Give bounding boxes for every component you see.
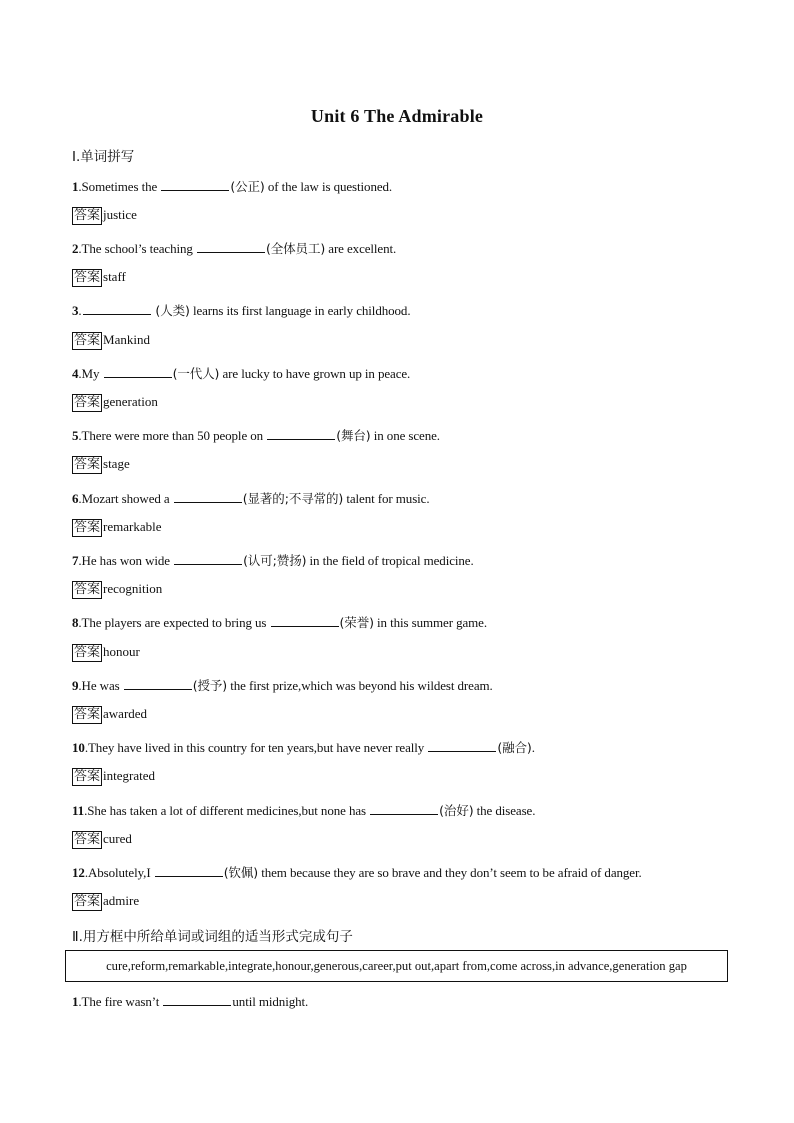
- answer-badge: 答案: [74, 395, 101, 410]
- chinese-hint: (授予): [192, 678, 228, 693]
- answer-text: cured: [103, 831, 132, 846]
- answer-blank: [271, 614, 339, 627]
- question-number: 7: [72, 553, 79, 568]
- answer-badge: 答案: [74, 520, 101, 535]
- question-text: until midnight.: [232, 994, 309, 1009]
- answer-text: generation: [103, 394, 158, 409]
- question-text: learns its first language in early childhood.: [189, 303, 411, 318]
- answer-text: remarkable: [103, 519, 162, 534]
- answer-text: integrated: [103, 768, 155, 783]
- question-number: 1: [72, 179, 79, 194]
- question-text: them because they are so brave and they don’t seem to be afraid of danger.: [258, 865, 642, 880]
- question-number: 3: [72, 303, 79, 318]
- question-text: .The school’s teaching: [78, 241, 196, 256]
- question-text: .They have lived in this country for ten years,but have never really: [84, 740, 428, 755]
- question-text: are lucky to have grown up in peace.: [219, 366, 411, 381]
- answer-text: awarded: [103, 706, 148, 721]
- answer-text: recognition: [103, 581, 163, 596]
- question-text: .: [78, 303, 82, 318]
- answer-blank: [174, 490, 242, 503]
- answer-badge: 答案: [74, 769, 101, 784]
- question-4: [72, 364, 410, 382]
- question-5: [72, 426, 440, 444]
- question-text: .My: [78, 366, 103, 381]
- question-text: .He has won wide: [78, 553, 174, 568]
- question-text: .Mozart showed a: [78, 491, 173, 506]
- answer-blank: [104, 365, 172, 378]
- question-text: .There were more than 50 people on: [78, 428, 267, 443]
- question-2: [72, 239, 396, 257]
- answer-text: justice: [103, 207, 137, 222]
- question-number: 5: [72, 428, 79, 443]
- question-text: talent for music.: [343, 491, 430, 506]
- chinese-hint: (全体员工): [265, 241, 326, 256]
- answer-9: [72, 706, 147, 724]
- chinese-hint: (公正): [230, 179, 265, 194]
- answer-4: [72, 394, 158, 412]
- question-number: 9: [72, 678, 79, 693]
- question-11: [72, 801, 535, 819]
- answer-10: [72, 768, 155, 786]
- answer-badge: 答案: [74, 208, 101, 223]
- section-heading-1: Ⅰ.单词拼写: [72, 149, 135, 165]
- answer-text: admire: [103, 893, 140, 908]
- answer-blank: [174, 552, 242, 565]
- chinese-hint: (治好): [439, 803, 474, 818]
- answer-blank: [155, 864, 223, 877]
- question-text: the first prize,which was beyond his wildest dream.: [227, 678, 493, 693]
- question-number: 11: [72, 803, 85, 818]
- answer-blank: [428, 739, 496, 752]
- answer-badge: 答案: [74, 894, 101, 909]
- answer-blank: [370, 802, 438, 815]
- answer-badge: 答案: [74, 457, 101, 472]
- chinese-hint: (融合): [497, 740, 532, 755]
- question-number: 2: [72, 241, 79, 256]
- question-text: in one scene.: [370, 428, 440, 443]
- question-12: [72, 863, 642, 881]
- question-10: [72, 738, 535, 756]
- chinese-hint: (一代人): [172, 366, 220, 381]
- page-title: Unit 6 The Admirable: [310, 106, 484, 126]
- question-text: .The fire wasn’t: [78, 994, 163, 1009]
- question-text: .: [531, 740, 535, 755]
- question-number: 1: [72, 994, 79, 1009]
- answer-3: [72, 332, 150, 350]
- question-text: of the law is questioned.: [264, 179, 393, 194]
- answer-blank: [163, 993, 231, 1006]
- question-text: .She has taken a lot of different medicines,but none has: [84, 803, 370, 818]
- answer-badge: 答案: [74, 707, 101, 722]
- answer-badge: 答案: [74, 582, 101, 597]
- question-text: .Sometimes the: [78, 179, 161, 194]
- answer-blank: [197, 240, 265, 253]
- answer-badge: 答案: [74, 832, 101, 847]
- question-6: [72, 489, 430, 507]
- answer-2: [72, 269, 126, 287]
- answer-text: stage: [103, 456, 130, 471]
- question-text: .He was: [78, 678, 123, 693]
- question-number: 8: [72, 615, 79, 630]
- section-heading-2: Ⅱ.用方框中所给单词或词组的适当形式完成句子: [72, 929, 353, 945]
- answer-12: [72, 893, 139, 911]
- question-text: are excellent.: [325, 241, 397, 256]
- question-1: [72, 177, 392, 195]
- question-text: in this summer game.: [373, 615, 487, 630]
- question-9: [72, 676, 493, 694]
- answer-7: [72, 581, 162, 599]
- question-number: 4: [72, 366, 79, 381]
- answer-badge: 答案: [74, 270, 101, 285]
- answer-5: [72, 456, 130, 474]
- chinese-hint: (显著的;不寻常的): [242, 491, 344, 506]
- question-text: in the field of tropical medicine.: [306, 553, 474, 568]
- answer-6: [72, 519, 161, 537]
- section2-question-1: [72, 993, 308, 1010]
- answer-blank: [267, 427, 335, 440]
- question-number: 10: [72, 740, 85, 755]
- answer-badge: 答案: [74, 645, 101, 660]
- question-number: 6: [72, 491, 79, 506]
- chinese-hint: (舞台): [336, 428, 371, 443]
- question-text: .Absolutely,I: [84, 865, 154, 880]
- answer-blank: [161, 178, 229, 191]
- answer-text: staff: [103, 269, 126, 284]
- answer-1: [72, 207, 137, 225]
- chinese-hint: (荣誉): [339, 615, 374, 630]
- question-3: [72, 301, 410, 319]
- answer-text: honour: [103, 644, 140, 659]
- answer-11: [72, 831, 132, 849]
- answer-badge: 答案: [74, 333, 101, 348]
- answer-blank: [124, 677, 192, 690]
- question-8: [72, 613, 487, 631]
- question-text: .The players are expected to bring us: [78, 615, 270, 630]
- chinese-hint: (认可;赞扬): [243, 553, 307, 568]
- chinese-hint: (人类): [151, 303, 190, 318]
- answer-8: [72, 644, 140, 662]
- question-number: 12: [72, 865, 85, 880]
- answer-blank: [83, 302, 151, 315]
- word-box: cure,reform,remarkable,integrate,honour,generous,career,put out,apart from,come across,in advance,generation gap: [65, 950, 728, 982]
- question-7: [72, 551, 474, 569]
- chinese-hint: (钦佩): [223, 865, 259, 880]
- answer-text: Mankind: [103, 332, 150, 347]
- question-text: the disease.: [473, 803, 536, 818]
